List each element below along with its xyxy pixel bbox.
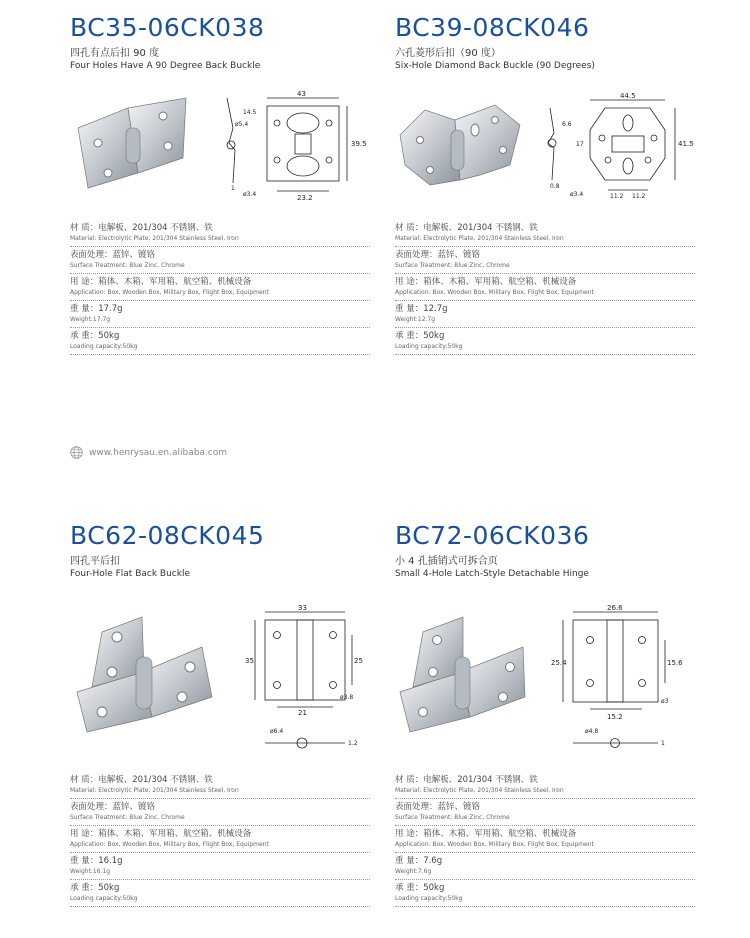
globe-icon (70, 446, 83, 459)
spec-cn: 表面处理：蓝锌、镀铬 (70, 250, 156, 260)
dim-width: 43 (297, 90, 306, 98)
spec-item (395, 220, 695, 247)
dim-hole-dia: ø3.8 (340, 694, 354, 701)
spec-en: Weight:17.7g (70, 316, 111, 323)
spec-en: Surface Treatment: Blue Zinc, Chrome (70, 262, 185, 269)
spec-cn: 重 量：7.6g (395, 856, 443, 866)
spec-cn: 材 质：电解板、201/304 不锈钢、铁 (70, 223, 213, 233)
spec-item (70, 328, 370, 355)
spec-cn: 材 质：电解板、201/304 不锈钢、铁 (395, 775, 538, 785)
spec-cn: 用 途：箱体、木箱、军用箱、航空箱、机械设备 (70, 829, 252, 839)
dim-height: 25.4 (551, 659, 567, 667)
spec-cn: 承 重：50kg (70, 331, 120, 341)
spec-cn: 表面处理：蓝锌、镀铬 (70, 802, 156, 812)
product-card-4 (395, 522, 695, 580)
spec-item (395, 274, 695, 301)
product-card-1 (70, 14, 370, 72)
dim-pin-dia: ø6.4 (270, 728, 284, 735)
spec-en: Material: Electrolytic Plate, 201/304 Stainless Steel, Iron (70, 787, 239, 794)
spec-cn: 承 重：50kg (395, 331, 445, 341)
dim-thickness: 1.2 (348, 740, 358, 747)
dim-thickness: 1 (231, 185, 235, 192)
spec-en: Material: Electrolytic Plate, 201/304 Stainless Steel, Iron (395, 787, 564, 794)
spec-en: Loading capacity:50kg (395, 895, 463, 902)
spec-en: Weight:12.7g (395, 316, 436, 323)
spec-item (395, 247, 695, 274)
dim-offset: 17 (576, 141, 584, 148)
spec-cn: 重 量：17.7g (70, 304, 123, 314)
spec-cn: 材 质：电解板、201/304 不锈钢、铁 (395, 223, 538, 233)
spec-item (395, 853, 695, 880)
spec-en: Weight:16.1g (70, 868, 111, 875)
spec-cn: 承 重：50kg (395, 883, 445, 893)
product-title-en: Six-Hole Diamond Back Buckle (90 Degrees) (395, 61, 595, 71)
spec-cn: 重 量：16.1g (70, 856, 123, 866)
spec-item (395, 301, 695, 328)
spec-item (70, 301, 370, 328)
spec-en: Material: Electrolytic Plate, 201/304 Stainless Steel, Iron (70, 235, 239, 242)
spec-item (70, 220, 370, 247)
spec-cn: 表面处理：蓝锌、镀铬 (395, 250, 481, 260)
spec-item (70, 772, 370, 799)
product-card-3 (70, 522, 370, 580)
spec-en: Weight:7.6g (395, 868, 432, 875)
spec-item (395, 799, 695, 826)
product-title-cn: 小 4 孔插销式可拆合页 (395, 556, 498, 567)
spec-list (395, 220, 695, 355)
dim-spacing-right: 11.2 (632, 193, 646, 200)
product-photo (72, 612, 222, 737)
spec-cn: 材 质：电解板、201/304 不锈钢、铁 (70, 775, 213, 785)
dim-thickness: 1 (661, 740, 665, 747)
spec-en: Loading capacity:50kg (395, 343, 463, 350)
dim-width: 26.6 (607, 605, 623, 612)
spec-item (395, 826, 695, 853)
model-number: BC72-06CK036 (395, 521, 590, 550)
spec-item (70, 274, 370, 301)
dim-hole-dia: ø3.4 (570, 191, 584, 198)
product-title-cn: 四孔有点后扣 90 度 (70, 48, 160, 59)
dim-height: 39.5 (351, 140, 367, 148)
spec-en: Loading capacity:50kg (70, 343, 138, 350)
dim-hole-spacing: 23.2 (297, 194, 313, 202)
product-title-en: Small 4-Hole Latch-Style Detachable Hinge (395, 569, 589, 579)
dim-pin-dia: ø4.8 (585, 728, 599, 735)
dim-width: 44.5 (620, 92, 636, 100)
spec-cn: 用 途：箱体、木箱、军用箱、航空箱、机械设备 (395, 277, 577, 287)
spec-item (70, 853, 370, 880)
dim-hole-dia: ø3 (661, 698, 669, 705)
dim-pin: 6.6 (562, 121, 572, 128)
product-title-en: Four-Hole Flat Back Buckle (70, 569, 190, 579)
spec-en: Application: Box, Wooden Box, Military Box, Flight Box, Equipment (395, 841, 594, 848)
product-photo (395, 612, 535, 737)
spec-item (395, 772, 695, 799)
spec-en: Surface Treatment: Blue Zinc, Chrome (395, 262, 510, 269)
spec-item (70, 247, 370, 274)
website-link[interactable] (70, 446, 227, 459)
dim-width: 33 (298, 605, 307, 612)
dim-height: 41.5 (678, 140, 694, 148)
dim-hole-horizontal: 21 (298, 709, 307, 717)
product-title-cn: 六孔菱形后扣（90 度） (395, 48, 501, 59)
spec-item (395, 880, 695, 907)
spec-cn: 表面处理：蓝锌、镀铬 (395, 802, 481, 812)
spec-en: Application: Box, Wooden Box, Military Box, Flight Box, Equipment (395, 289, 594, 296)
dim-hole-vertical: 25 (354, 657, 363, 665)
dim-spacing-left: 11.2 (610, 193, 624, 200)
product-title-en: Four Holes Have A 90 Degree Back Buckle (70, 61, 261, 71)
spec-cn: 承 重：50kg (70, 883, 120, 893)
spec-en: Application: Box, Wooden Box, Military Box, Flight Box, Equipment (70, 289, 269, 296)
dim-pin-dia: ø5.4 (235, 121, 249, 128)
technical-drawing (205, 88, 370, 203)
model-number: BC62-08CK045 (70, 521, 265, 550)
dim-hole-horizontal: 15.2 (607, 713, 623, 721)
dim-offset: 14.5 (243, 109, 257, 116)
spec-en: Surface Treatment: Blue Zinc, Chrome (395, 814, 510, 821)
model-number: BC35-06CK038 (70, 13, 265, 42)
spec-en: Loading capacity:50kg (70, 895, 138, 902)
spec-item (70, 880, 370, 907)
product-title-cn: 四孔平后扣 (70, 556, 120, 567)
spec-en: Surface Treatment: Blue Zinc, Chrome (70, 814, 185, 821)
product-photo (395, 95, 525, 195)
product-card-2 (395, 14, 695, 72)
dim-hole-dia: ø3.4 (243, 191, 257, 198)
spec-list (70, 220, 370, 355)
product-photo (68, 88, 198, 193)
model-number: BC39-08CK046 (395, 13, 590, 42)
technical-drawing (240, 605, 370, 755)
spec-cn: 重 量：12.7g (395, 304, 448, 314)
dim-height: 35 (245, 657, 254, 665)
dim-hole-vertical: 15.6 (667, 659, 683, 667)
spec-cn: 用 途：箱体、木箱、军用箱、航空箱、机械设备 (70, 277, 252, 287)
technical-drawing (545, 605, 685, 755)
spec-item (70, 826, 370, 853)
spec-en: Application: Box, Wooden Box, Military Box, Flight Box, Equipment (70, 841, 269, 848)
website-url: www.henrysau.en.alibaba.com (89, 447, 228, 458)
spec-cn: 用 途：箱体、木箱、军用箱、航空箱、机械设备 (395, 829, 577, 839)
spec-item (395, 328, 695, 355)
spec-item (70, 799, 370, 826)
technical-drawing (530, 88, 700, 203)
dim-thickness: 0.8 (550, 183, 560, 190)
spec-list (70, 772, 370, 907)
spec-list (395, 772, 695, 907)
spec-en: Material: Electrolytic Plate, 201/304 Stainless Steel, Iron (395, 235, 564, 242)
